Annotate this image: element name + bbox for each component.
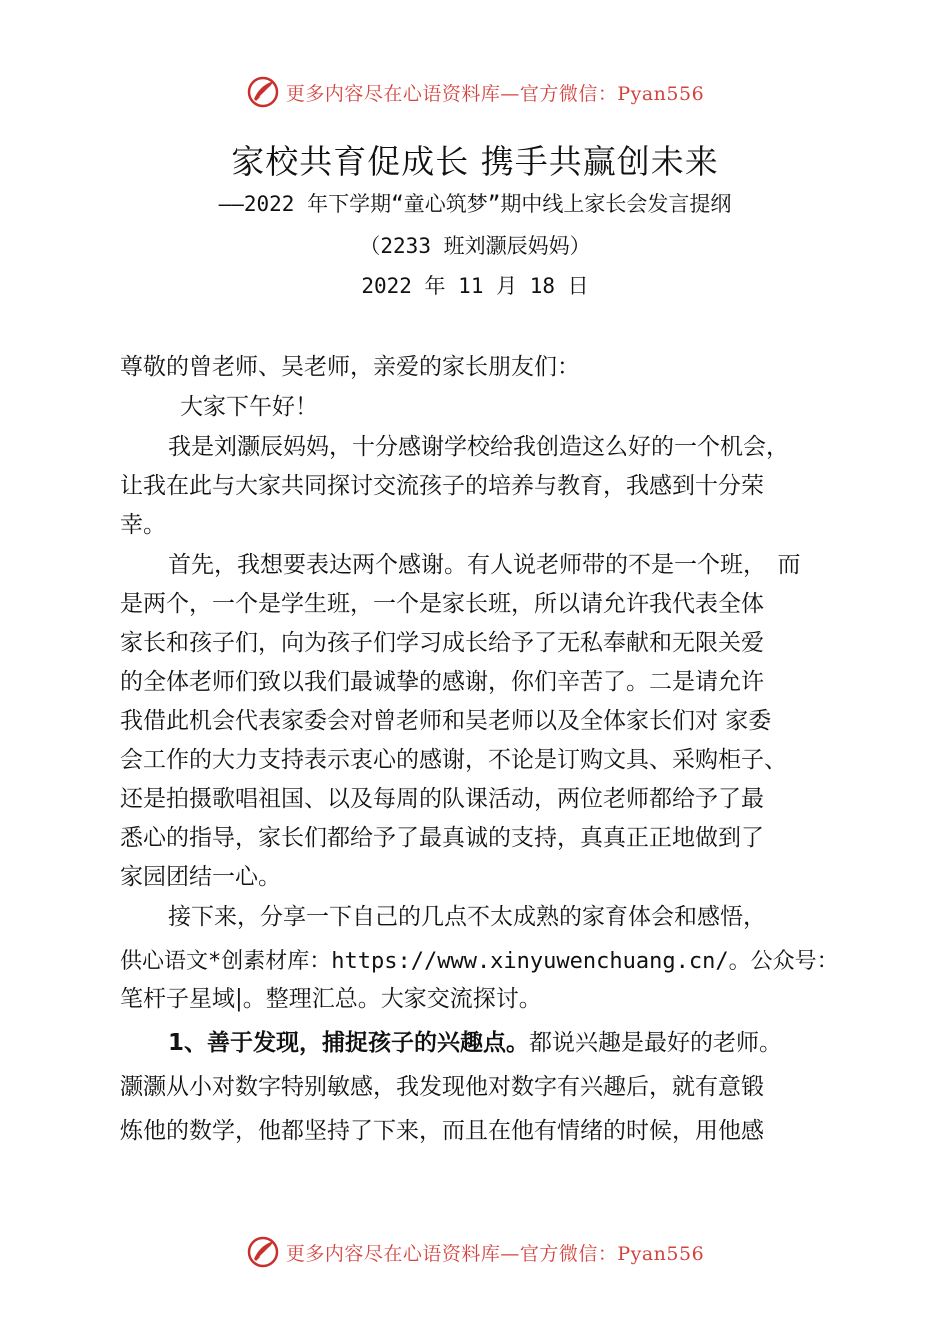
paragraph-line: 的全体老师们致以我们最诚挚的感谢，你们辛苦了。二是请允许 (120, 669, 764, 695)
paragraph-line: 幸。 (120, 512, 166, 538)
paragraph-line: 灏灏从小对数字特别敏感，我发现他对数字有兴趣后，就有意锻 (120, 1074, 764, 1100)
paragraph-line: 首先，我想要表达两个感谢。有人说老师带的不是一个班， 而 (168, 552, 801, 578)
paragraph-line: 炼他的数学，他都坚持了下来，而且在他有情绪的时候，用他感 (120, 1118, 764, 1144)
paragraph-line: 是两个，一个是学生班，一个是家长班，所以请允许我代表全体 (120, 591, 764, 617)
brand-logo-icon (246, 75, 280, 109)
source-notice-line: 供心语文*创素材库：https://www.xinyuwenchuang.cn/。公众号： (120, 949, 839, 974)
greeting: 大家下午好！ (180, 394, 318, 420)
point-1-text: 都说兴趣是最好的老师。 (529, 1030, 783, 1056)
salutation: 尊敬的曾老师、吴老师，亲爱的家长朋友们： (120, 354, 580, 380)
speaker-line: （2233 班刘灏辰妈妈） (359, 234, 591, 258)
footer-banner (0, 1232, 950, 1272)
header-banner (0, 72, 950, 112)
source-notice-line: 笔杆子星域|。整理汇总。大家交流探讨。 (120, 986, 542, 1012)
date-line: 2022 年 11 月 18 日 (361, 274, 589, 298)
paragraph-line: 让我在此与大家共同探讨交流孩子的培养与教育，我感到十分荣 (120, 473, 764, 499)
document-title: 家校共育促成长 携手共赢创未来 (231, 142, 719, 181)
paragraph-line: 会工作的大力支持表示衷心的感谢，不论是订购文具、采购柜子、 (120, 747, 787, 773)
paragraph-line: 接下来，分享一下自己的几点不太成熟的家育体会和感悟， (168, 904, 766, 930)
paragraph-line: 悉心的指导，家长们都给予了最真诚的支持，真真正正地做到了 (120, 825, 764, 851)
brand-logo-icon (246, 1235, 280, 1269)
paragraph-line: 我是刘灏辰妈妈，十分感谢学校给我创造这么好的一个机会， (168, 434, 789, 460)
footer-banner-text: 更多内容尽在心语资料库—官方微信：Pyan556 (285, 1242, 705, 1265)
paragraph-line: 还是拍摄歌唱祖国、以及每周的队课活动，两位老师都给予了最 (120, 786, 764, 812)
point-1-line (168, 1024, 782, 1057)
point-1-heading: 1、善于发现，捕捉孩子的兴趣点。 (168, 1030, 530, 1056)
document-subtitle: ——2022 年下学期“童心筑梦”期中线上家长会发言提纲 (218, 192, 732, 216)
paragraph-line: 家长和孩子们，向为孩子们学习成长给予了无私奉献和无限关爱 (120, 630, 764, 656)
header-banner-text: 更多内容尽在心语资料库—官方微信：Pyan556 (285, 82, 705, 105)
paragraph-line: 我借此机会代表家委会对曾老师和吴老师以及全体家长们对 家委 (120, 708, 772, 734)
paragraph-line: 家园团结一心。 (120, 864, 281, 890)
